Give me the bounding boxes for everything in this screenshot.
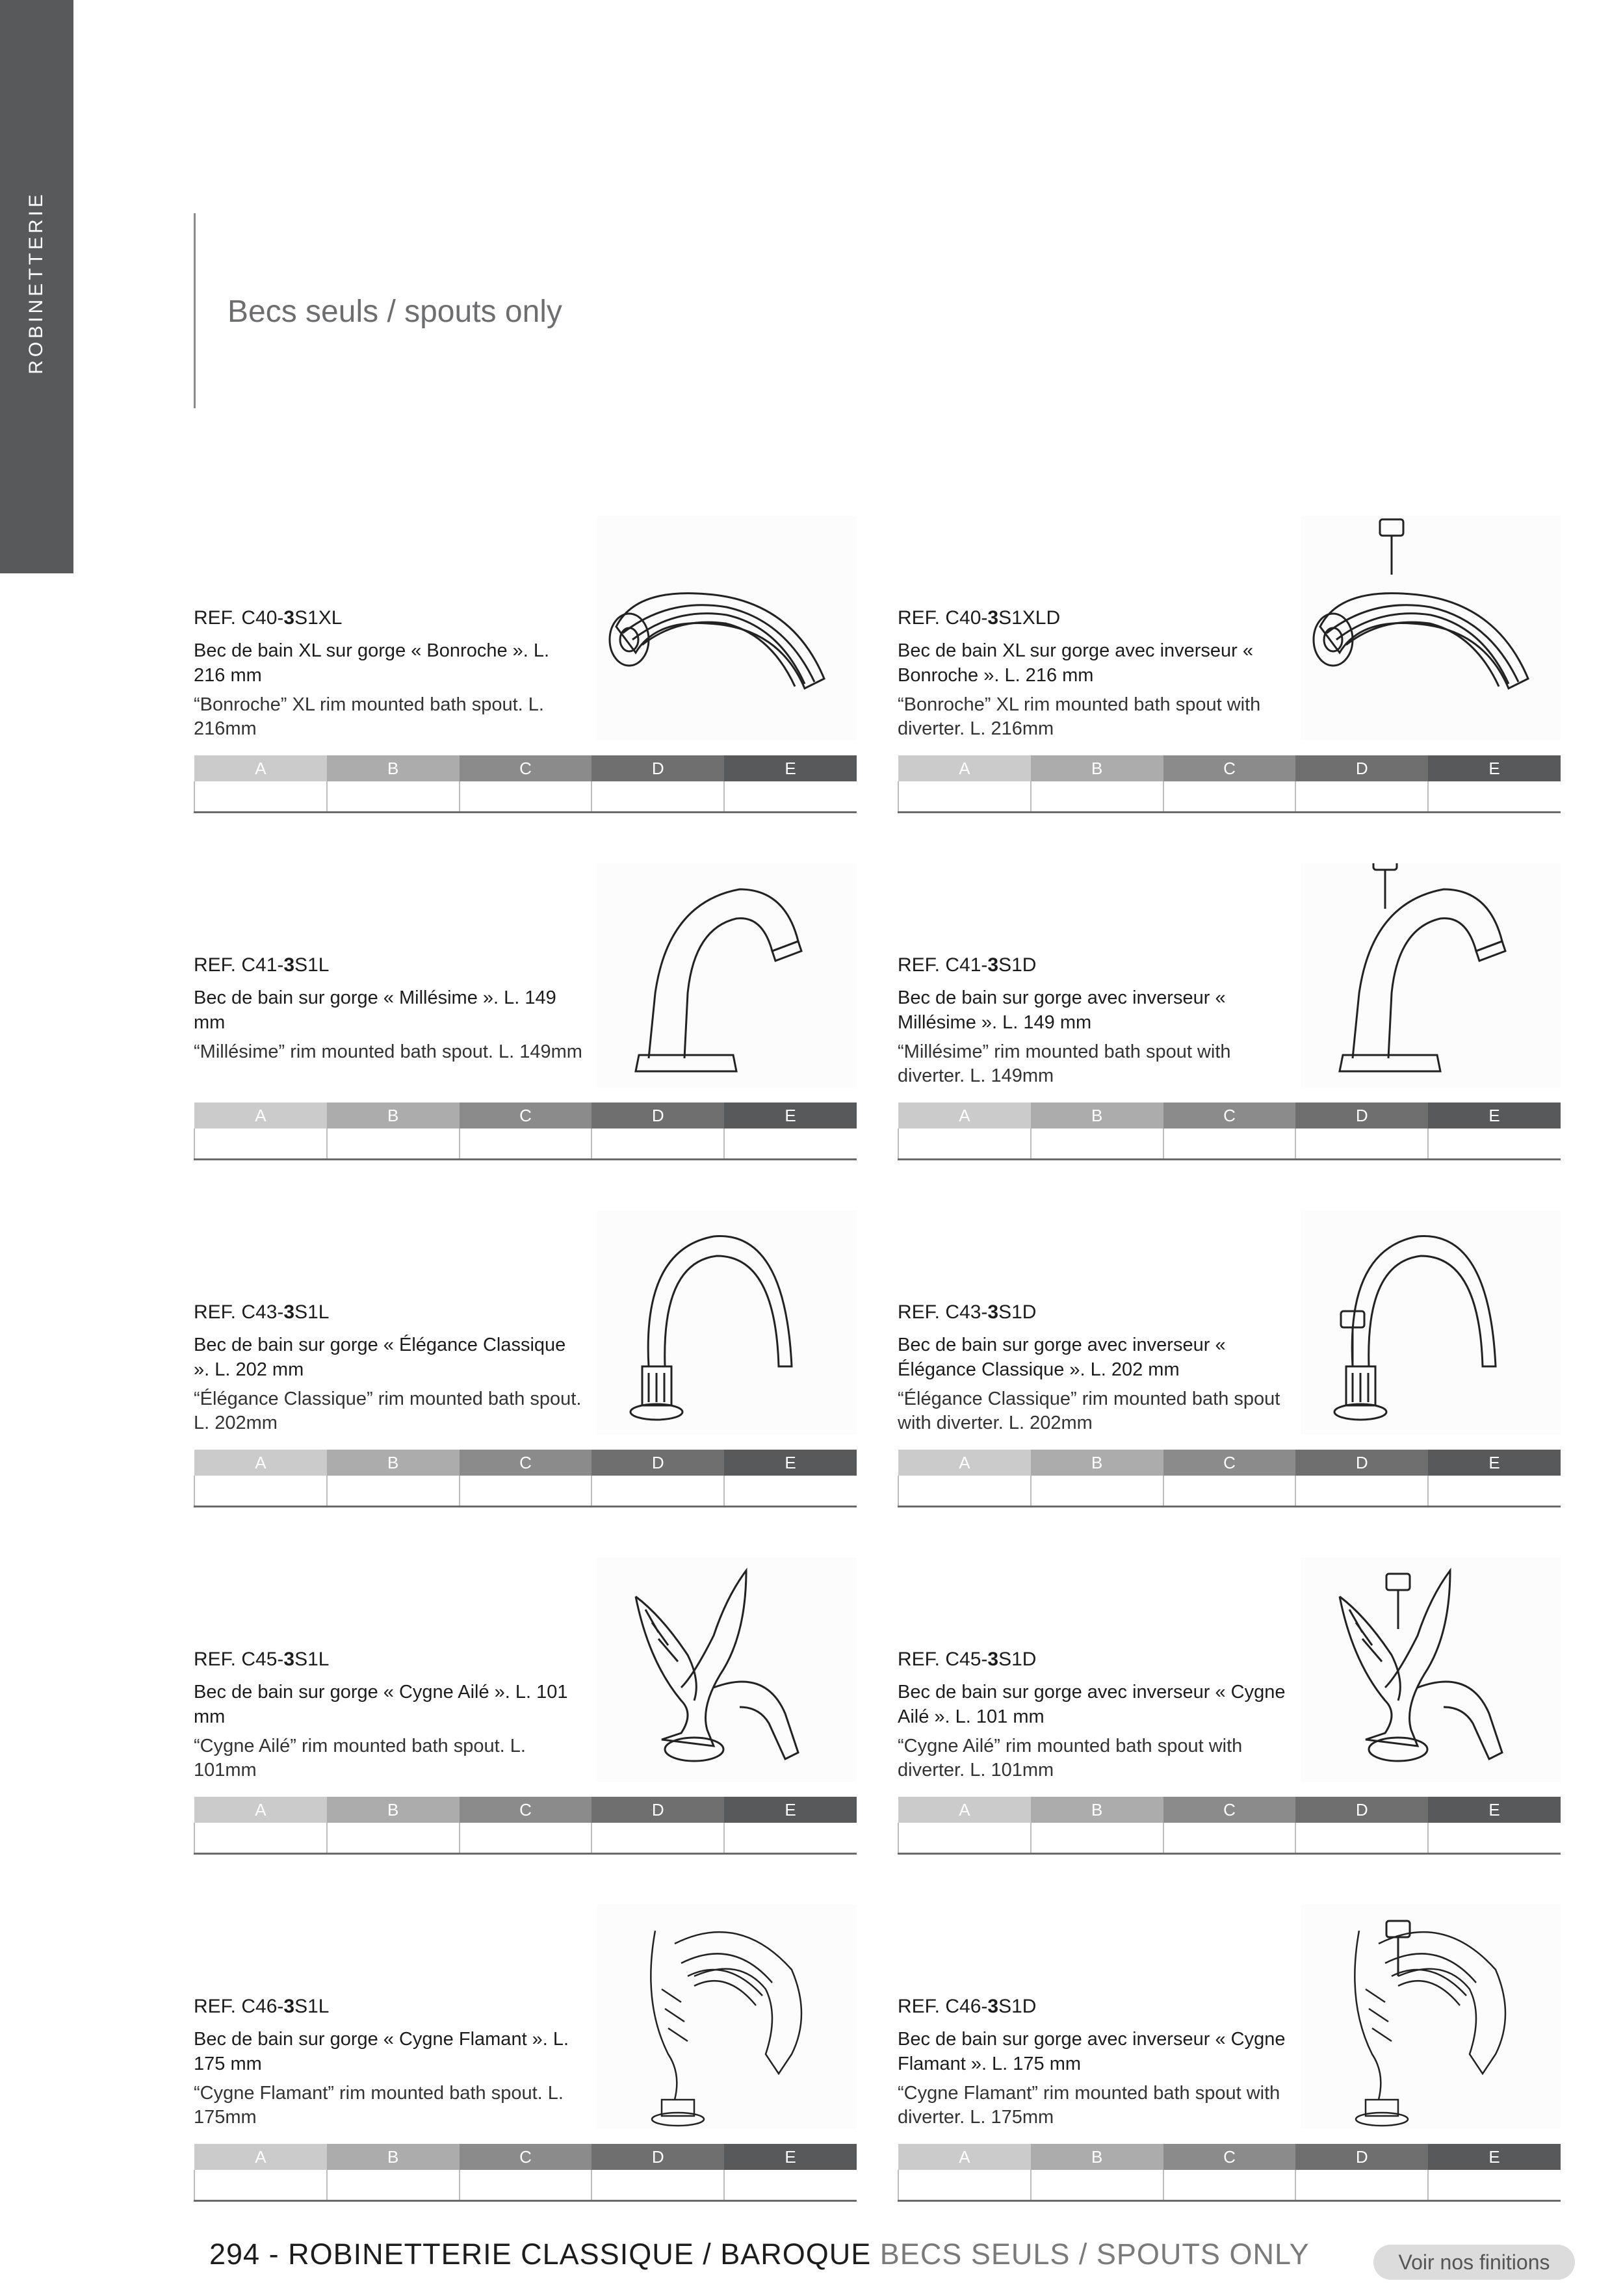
product-description-fr: Bec de bain sur gorge avec inverseur « Cygne Flamant ». L. 175 mm: [898, 2029, 1286, 2074]
winged-swan-spout-icon: [597, 1558, 857, 1782]
bonroche-spout-diverter-icon: [1301, 516, 1561, 740]
finish-header-row: [194, 755, 857, 781]
finish-header-a: A: [194, 1102, 327, 1128]
product-ref: [194, 954, 584, 976]
finish-value-row: [898, 781, 1561, 813]
finish-value-row: [898, 1476, 1561, 1507]
finish-header-d: D: [1295, 755, 1428, 781]
sidebar-tab: [0, 0, 73, 573]
finish-cell-a: [898, 1128, 1031, 1160]
finish-cell-c: [460, 1128, 592, 1160]
product-ref: [194, 607, 584, 629]
finish-header-a: A: [898, 2144, 1031, 2170]
product-image: [1301, 863, 1561, 1088]
product-card: [194, 1558, 857, 1857]
product-card: [194, 1905, 857, 2204]
finish-header-b: B: [327, 1450, 460, 1476]
finish-table: [194, 2144, 857, 2202]
finish-header-d: D: [1295, 2144, 1428, 2170]
finish-cell-e: [1428, 1476, 1561, 1507]
finish-cell-a: [194, 1476, 327, 1507]
product-ref: [898, 1301, 1288, 1324]
finish-header-e: E: [1428, 755, 1561, 781]
ref-suffix: S1XLD: [998, 607, 1061, 629]
product-description-fr: Bec de bain sur gorge « Élégance Classique ». L. 202 mm: [194, 1335, 566, 1380]
finish-table: [194, 1797, 857, 1855]
finish-cell-e: [1428, 1823, 1561, 1854]
product-description-en: “Millésime” rim mounted bath spout with diverter. L. 149mm: [898, 1041, 1231, 1086]
finish-cell-b: [1031, 1823, 1163, 1854]
ref-prefix: REF. C46-: [898, 1996, 988, 2017]
finish-header-a: A: [194, 1450, 327, 1476]
finish-cell-e: [724, 1476, 857, 1507]
ref-suffix: S1D: [998, 1649, 1037, 1670]
product-description-fr: Bec de bain sur gorge « Cygne Ailé ». L. 101 mm: [194, 1682, 568, 1727]
finish-value-row: [194, 1128, 857, 1160]
ref-bold: 3: [283, 1649, 295, 1670]
finish-cell-d: [1295, 1823, 1428, 1854]
finish-header-a: A: [194, 1797, 327, 1823]
finish-header-row: [898, 1797, 1561, 1823]
finish-cell-e: [1428, 781, 1561, 813]
ref-bold: 3: [283, 1996, 295, 2017]
finish-cell-b: [1031, 781, 1163, 813]
finish-header-d: D: [1295, 1450, 1428, 1476]
finish-header-b: B: [1031, 755, 1163, 781]
finish-header-d: D: [1295, 1102, 1428, 1128]
millesime-spout-icon: [597, 863, 857, 1088]
ref-prefix: REF. C40-: [194, 607, 284, 629]
finish-cell-a: [194, 2170, 327, 2201]
elegance-spout-icon: [597, 1210, 857, 1435]
product-ref: [898, 607, 1288, 629]
finish-cell-d: [1295, 2170, 1428, 2201]
title-divider: [194, 213, 196, 408]
page-number: 294: [209, 2237, 261, 2271]
finish-header-c: C: [1163, 1102, 1296, 1128]
finish-header-d: D: [591, 1797, 724, 1823]
finish-cell-c: [460, 781, 592, 813]
finish-table: [194, 1450, 857, 1507]
finish-cell-d: [591, 2170, 724, 2201]
finish-cell-a: [194, 1128, 327, 1160]
product-ref: [898, 1649, 1288, 1671]
finish-header-b: B: [1031, 1797, 1163, 1823]
product-description-en: “Millésime” rim mounted bath spout. L. 149mm: [194, 1041, 582, 1062]
finish-header-row: [898, 755, 1561, 781]
finish-header-b: B: [1031, 1102, 1163, 1128]
finish-header-c: C: [460, 1797, 592, 1823]
finish-header-row: [898, 2144, 1561, 2170]
finish-header-b: B: [327, 1102, 460, 1128]
product-image: [597, 1558, 857, 1782]
ref-prefix: REF. C46-: [194, 1996, 284, 2017]
finish-header-e: E: [1428, 2144, 1561, 2170]
product-card: [194, 516, 857, 815]
finish-value-row: [194, 781, 857, 813]
winged-swan-spout-diverter-icon: [1301, 1558, 1561, 1782]
product-card: [898, 1210, 1561, 1509]
finish-table: [898, 1797, 1561, 1855]
finish-header-row: [194, 1797, 857, 1823]
finish-value-row: [898, 2170, 1561, 2201]
ref-bold: 3: [283, 607, 295, 629]
finish-header-row: [898, 1102, 1561, 1128]
finish-value-row: [898, 1823, 1561, 1854]
ref-bold: 3: [987, 1996, 999, 2017]
finish-cell-e: [1428, 2170, 1561, 2201]
product-description-fr: Bec de bain sur gorge avec inverseur « Élégance Classique ». L. 202 mm: [898, 1335, 1226, 1380]
finish-header-d: D: [1295, 1797, 1428, 1823]
product-image: [1301, 1905, 1561, 2129]
ref-prefix: REF. C43-: [194, 1301, 284, 1323]
product-ref: [194, 1996, 584, 2018]
flamant-swan-spout-diverter-icon: [1301, 1905, 1561, 2129]
product-card: [898, 863, 1561, 1162]
product-description-en: “Cygne Flamant” rim mounted bath spout. L. 175mm: [194, 2083, 564, 2128]
finish-header-d: D: [591, 2144, 724, 2170]
finish-header-a: A: [898, 1450, 1031, 1476]
finish-header-b: B: [327, 755, 460, 781]
product-card: [194, 863, 857, 1162]
product-ref: [898, 1996, 1288, 2018]
finish-cell-d: [1295, 1128, 1428, 1160]
product-ref: [194, 1649, 584, 1671]
ref-bold: 3: [987, 1649, 999, 1670]
finish-cell-d: [591, 781, 724, 813]
finish-cell-c: [1163, 1128, 1296, 1160]
finish-header-c: C: [460, 2144, 592, 2170]
finish-cell-c: [1163, 1823, 1296, 1854]
finish-header-row: [194, 1450, 857, 1476]
finish-header-b: B: [327, 1797, 460, 1823]
finish-cell-d: [1295, 781, 1428, 813]
ref-suffix: S1XL: [294, 607, 343, 629]
finish-header-d: D: [591, 755, 724, 781]
finish-header-e: E: [724, 1102, 857, 1128]
finish-header-c: C: [1163, 1450, 1296, 1476]
finish-table: [898, 2144, 1561, 2202]
finish-header-e: E: [724, 1450, 857, 1476]
finish-cell-b: [1031, 1476, 1163, 1507]
product-description-en: “Élégance Classique” rim mounted bath spout. L. 202mm: [194, 1389, 582, 1433]
product-image: [597, 1905, 857, 2129]
ref-suffix: S1L: [294, 1301, 330, 1323]
finish-header-c: C: [1163, 755, 1296, 781]
finish-cell-e: [724, 1823, 857, 1854]
product-description-en: “Cygne Ailé” rim mounted bath spout with diverter. L. 101mm: [898, 1736, 1243, 1781]
finish-header-row: [194, 1102, 857, 1128]
finish-header-e: E: [724, 755, 857, 781]
flamant-swan-spout-icon: [597, 1905, 857, 2129]
finish-cell-b: [327, 1823, 460, 1854]
finish-cell-a: [898, 781, 1031, 813]
finish-table: [194, 1102, 857, 1160]
finish-cell-b: [327, 1128, 460, 1160]
product-description-fr: Bec de bain sur gorge « Millésime ». L. 149 mm: [194, 987, 556, 1033]
finish-cell-a: [194, 781, 327, 813]
product-description-en: “Bonroche” XL rim mounted bath spout with diverter. L. 216mm: [898, 694, 1261, 739]
finish-cell-b: [327, 1476, 460, 1507]
product-card: [898, 1905, 1561, 2204]
finish-header-b: B: [1031, 2144, 1163, 2170]
finish-cell-a: [898, 1476, 1031, 1507]
finish-table: [898, 1450, 1561, 1507]
finish-cell-b: [1031, 1128, 1163, 1160]
finish-header-d: D: [591, 1450, 724, 1476]
finish-cell-c: [1163, 2170, 1296, 2201]
finish-table: [898, 1102, 1561, 1160]
finish-header-a: A: [194, 755, 327, 781]
finish-header-e: E: [1428, 1450, 1561, 1476]
finish-header-a: A: [898, 755, 1031, 781]
product-image: [597, 1210, 857, 1435]
finish-cell-c: [1163, 781, 1296, 813]
finish-value-row: [194, 2170, 857, 2201]
ref-bold: 3: [987, 1301, 999, 1323]
finish-cell-e: [724, 2170, 857, 2201]
finish-header-a: A: [898, 1797, 1031, 1823]
finish-header-d: D: [591, 1102, 724, 1128]
product-image: [597, 863, 857, 1088]
product-ref: [898, 954, 1288, 976]
product-description-fr: Bec de bain XL sur gorge « Bonroche ». L. 216 mm: [194, 640, 550, 686]
product-description-fr: Bec de bain sur gorge avec inverseur « Cygne Ailé ». L. 101 mm: [898, 1682, 1286, 1727]
ref-suffix: S1D: [998, 1301, 1037, 1323]
ref-bold: 3: [283, 1301, 295, 1323]
product-description-en: “Cygne Ailé” rim mounted bath spout. L. 101mm: [194, 1736, 526, 1781]
ref-bold: 3: [283, 954, 295, 976]
finish-header-a: A: [898, 1102, 1031, 1128]
finish-cell-b: [327, 781, 460, 813]
ref-prefix: REF. C41-: [898, 954, 988, 976]
finish-cell-c: [460, 2170, 592, 2201]
finish-header-c: C: [460, 755, 592, 781]
ref-prefix: REF. C41-: [194, 954, 284, 976]
product-card: [898, 516, 1561, 815]
finish-header-c: C: [1163, 2144, 1296, 2170]
footer-section: ROBINETTERIE CLASSIQUE / BAROQUE: [288, 2237, 872, 2271]
product-image: [597, 516, 857, 740]
footer-separator: -: [260, 2237, 289, 2271]
product-image: [1301, 1558, 1561, 1782]
finish-header-e: E: [1428, 1102, 1561, 1128]
finish-header-row: [898, 1450, 1561, 1476]
finish-table: [898, 755, 1561, 813]
product-ref: [194, 1301, 584, 1324]
millesime-spout-diverter-icon: [1301, 863, 1561, 1088]
ref-suffix: S1D: [998, 1996, 1037, 2017]
finish-header-b: B: [1031, 1450, 1163, 1476]
ref-prefix: REF. C45-: [194, 1649, 284, 1670]
page-title: Becs seuls / spouts only: [227, 294, 562, 329]
finish-cell-e: [724, 1128, 857, 1160]
finish-cell-d: [591, 1128, 724, 1160]
finish-cell-c: [1163, 1476, 1296, 1507]
product-description-en: “Élégance Classique” rim mounted bath spout with diverter. L. 202mm: [898, 1389, 1280, 1433]
finish-cell-b: [1031, 2170, 1163, 2201]
finish-cell-c: [460, 1476, 592, 1507]
ref-prefix: REF. C40-: [898, 607, 988, 629]
footer-subsection: BECS SEULS / SPOUTS ONLY: [871, 2237, 1310, 2271]
product-image: [1301, 516, 1561, 740]
product-description-en: “Bonroche” XL rim mounted bath spout. L. 216mm: [194, 694, 544, 739]
ref-bold: 3: [987, 607, 999, 629]
finish-header-c: C: [460, 1450, 592, 1476]
ref-suffix: S1L: [294, 1996, 330, 2017]
product-description-fr: Bec de bain sur gorge « Cygne Flamant ». L. 175 mm: [194, 2029, 569, 2074]
finish-cell-d: [591, 1823, 724, 1854]
elegance-spout-diverter-icon: [1301, 1210, 1561, 1435]
ref-suffix: S1L: [294, 954, 330, 976]
product-image: [1301, 1210, 1561, 1435]
finish-cell-b: [327, 2170, 460, 2201]
ref-bold: 3: [987, 954, 999, 976]
ref-prefix: REF. C45-: [898, 1649, 988, 1670]
finish-value-row: [898, 1128, 1561, 1160]
finish-cell-a: [898, 1823, 1031, 1854]
finish-cell-c: [460, 1823, 592, 1854]
footer-breadcrumb: [209, 2237, 1310, 2271]
finish-value-row: [194, 1476, 857, 1507]
ref-suffix: S1D: [998, 954, 1037, 976]
finish-header-e: E: [724, 2144, 857, 2170]
finish-cell-e: [1428, 1128, 1561, 1160]
finish-table: [194, 755, 857, 813]
finish-header-row: [194, 2144, 857, 2170]
finish-header-e: E: [1428, 1797, 1561, 1823]
product-description-fr: Bec de bain XL sur gorge avec inverseur « Bonroche ». L. 216 mm: [898, 640, 1254, 686]
finish-header-b: B: [327, 2144, 460, 2170]
product-description-en: “Cygne Flamant” rim mounted bath spout with diverter. L. 175mm: [898, 2083, 1280, 2128]
finish-cell-e: [724, 781, 857, 813]
sidebar-label: ROBINETTERIE: [25, 191, 47, 374]
view-finishes-button[interactable]: Voir nos finitions: [1373, 2245, 1575, 2280]
finish-cell-a: [194, 1823, 327, 1854]
finish-value-row: [194, 1823, 857, 1854]
finish-header-e: E: [724, 1797, 857, 1823]
finish-cell-d: [591, 1476, 724, 1507]
bonroche-spout-icon: [597, 516, 857, 740]
finish-header-c: C: [460, 1102, 592, 1128]
finish-header-c: C: [1163, 1797, 1296, 1823]
finish-header-a: A: [194, 2144, 327, 2170]
product-description-fr: Bec de bain sur gorge avec inverseur « Millésime ». L. 149 mm: [898, 987, 1226, 1033]
finish-cell-a: [898, 2170, 1031, 2201]
ref-prefix: REF. C43-: [898, 1301, 988, 1323]
product-card: [194, 1210, 857, 1509]
finish-cell-d: [1295, 1476, 1428, 1507]
product-card: [898, 1558, 1561, 1857]
ref-suffix: S1L: [294, 1649, 330, 1670]
